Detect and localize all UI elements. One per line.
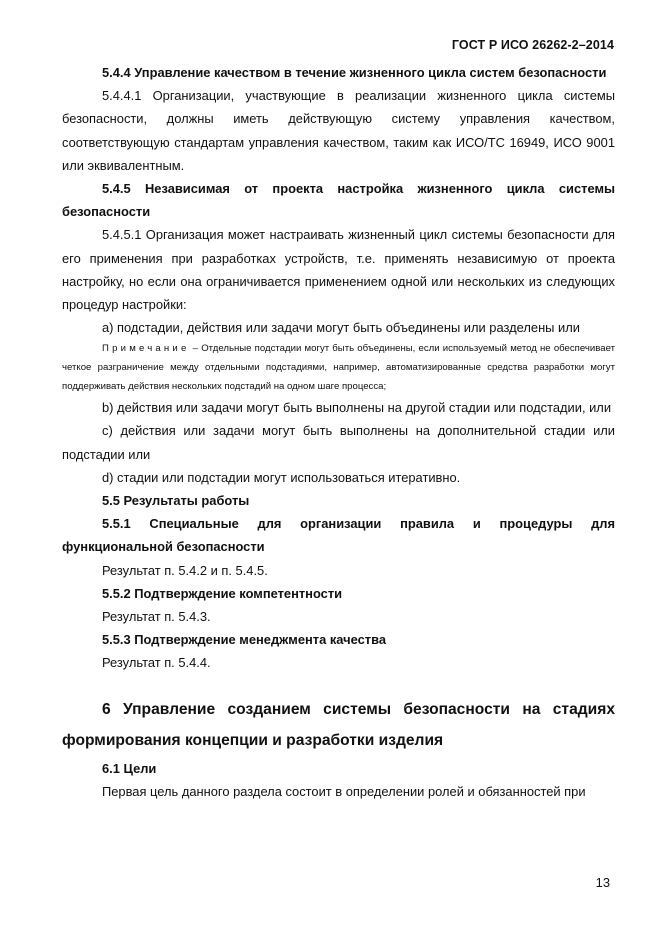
paragraph-5-4-4-1: 5.4.4.1 Организации, участвующие в реализации жизненного цикла системы безопасности, должны иметь действующую систему управления качеством, соответствующую стандартам управления качеством, таким как ИСО/ТС 16949, ИСО 9001 или эквивалентным. [62, 88, 615, 173]
list-item-b: b) действия или задачи могут быть выполнены на другой стадии или подстадии, или [102, 400, 612, 416]
section-5-5-2-heading: 5.5.2 Подтверждение компетентности [102, 585, 343, 601]
list-item-c: c) действия или задачи могут быть выполнены на дополнительной стадии или подстадии или [62, 423, 615, 462]
note-label: Примечание [102, 343, 190, 355]
section-5-4-4-heading: 5.4.4 Управление качеством в течение жизненного цикла систем безопасности [102, 65, 607, 80]
section-5-5-1-heading: 5.5.1 Специальные для организации правила и процедуры для функциональной безопасности [62, 516, 615, 555]
section-5-5-heading: 5.5 Результаты работы [102, 493, 250, 509]
section-5-5-3-heading: 5.5.3 Подтверждение менеджмента качества [102, 632, 387, 648]
paragraph-5-5-1: Результат п. 5.4.2 и п. 5.4.5. [102, 562, 268, 578]
paragraph-5-5-2: Результат п. 5.4.3. [102, 609, 211, 625]
section-5-4-5-heading: 5.4.5 Независимая от проекта настройка жизненного цикла системы безопасности [62, 181, 615, 220]
list-item-d: d) стадии или подстадии могут использоваться итеративно. [102, 469, 461, 485]
page-number: 13 [595, 875, 610, 890]
note-text: – Отдельные подстадии могут быть объединены, если используемый метод не обеспечивает четкое разграничение между отдельными подстадиями, например, автоматизированные средства разработки могут поддерживать действия нескольких подстадий на одном шаге процесса; [62, 343, 615, 392]
document-code-header: ГОСТ Р ИСО 26262-2–2014 [451, 38, 614, 52]
list-item-a: a) подстадии, действия или задачи могут быть объединены или разделены или [102, 320, 580, 336]
note-paragraph [62, 340, 615, 396]
paragraph-5-4-5-1: 5.4.5.1 Организация может настраивать жизненный цикл системы безопасности для его применения при разработках устройств, т.е. применять независимую от проекта настройку, но если она ограничивается применением одной или нескольких из следующих процедур настройки: [62, 227, 615, 313]
paragraph-5-5-3: Результат п. 5.4.4. [102, 655, 211, 671]
page-content [62, 61, 615, 803]
paragraph-6-1: Первая цель данного раздела состоит в определении ролей и обязанностей при [102, 783, 586, 799]
section-6-1-heading: 6.1 Цели [102, 760, 157, 776]
section-6-heading: 6 Управление созданием системы безопасности на стадиях формирования концепции и разработки изделия [62, 700, 615, 749]
